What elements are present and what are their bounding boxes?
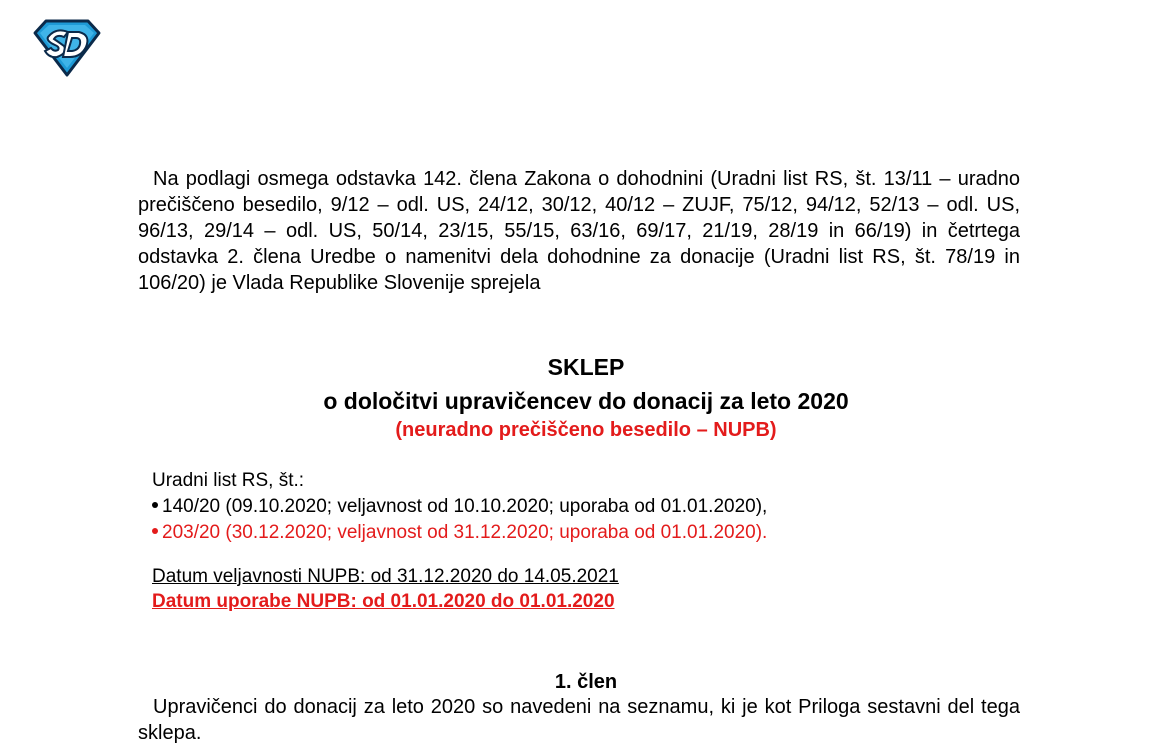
document-heading <box>138 352 1034 442</box>
references-label: Uradni list RS, št.: <box>152 470 305 491</box>
nupb-dates <box>152 564 619 614</box>
gazette-references <box>152 468 1032 546</box>
bullet-icon <box>152 528 158 534</box>
reference-item-text: 140/20 (09.10.2020; veljavnost od 10.10.2020; uporaba od 01.01.2020), <box>162 496 768 517</box>
article-heading: 1. člen <box>554 671 618 693</box>
preamble-paragraph: Na podlagi osmega odstavka 142. člena Zakona o dohodnini (Uradni list RS, št. 13/11 – uradno prečiščeno besedilo, 9/12 – odl. US, 24/12, 30/12, 40/12 – ZUJF, 75/12, 94/12, 52/13 – odl. US, 96/13, 29/14 – odl. US, 50/14, 23/15, 55/15, 63/16, 69/17, 21/19, 28/19 in 66/19) in četrtega odstavka 2. člena Uredbe o namenitvi dela dohodnine za donacije (Uradni list RS, št. 78/19 in 106/20) je Vlada Republike Slovenije sprejela <box>138 168 1020 294</box>
validity-date: Datum veljavnosti NUPB: od 31.12.2020 do 14.05.2021 <box>152 566 619 587</box>
document-title: SKLEP <box>547 354 625 380</box>
document-subtitle: o določitvi upravičencev do donacij za leto 2020 <box>323 388 849 414</box>
shield-logo-icon <box>30 17 104 79</box>
nupb-label: (neuradno prečiščeno besedilo – NUPB) <box>395 419 777 441</box>
bullet-icon <box>152 502 158 508</box>
reference-item-text: 203/20 (30.12.2020; veljavnost od 31.12.2020; uporaba od 01.01.2020). <box>162 522 768 543</box>
logo <box>30 17 104 79</box>
reference-item <box>152 520 1032 546</box>
reference-item <box>152 494 1032 520</box>
application-date: Datum uporabe NUPB: od 01.01.2020 do 01.01.2020 <box>152 591 615 612</box>
article-text: Upravičenci do donacij za leto 2020 so navedeni na seznamu, ki je kot Priloga sestavni del tega sklepa. <box>138 696 1020 744</box>
